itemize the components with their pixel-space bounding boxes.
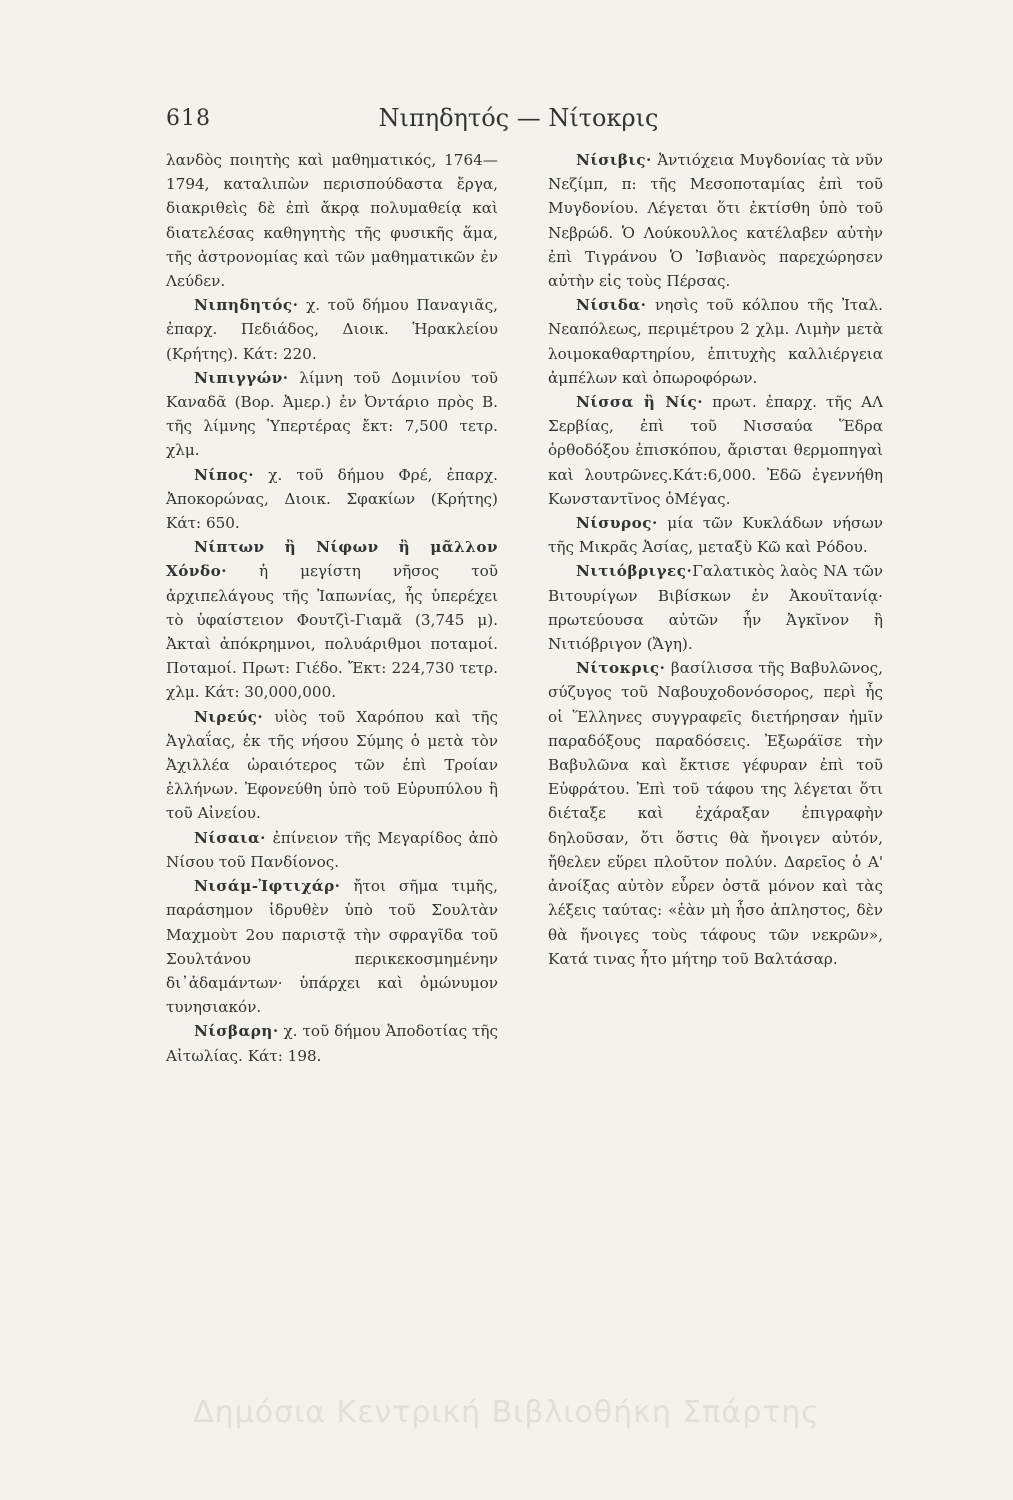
entry-headword: Νίτοκρις· (576, 659, 666, 678)
page-header (166, 100, 871, 140)
dictionary-entry (166, 535, 498, 704)
entry-text: βασίλισσα τῆς Βαβυλῶνος, σύζυγος τοῦ Ναβουχοδονόσορος, περὶ ἧς οἱ Ἕλληνες συγγραφεῖς διετήρησαν ἡμῖν παραδόξους παραδόσεις. Ἐξωράϊσε τὴν Βαβυλῶνα καὶ ἔκτισε γέφυραν ἐπὶ τοῦ Εὐφράτου. Ἐπὶ τοῦ τάφου της λέγεται ὅτι διέταξε καὶ ἐχάραξαν ἐπιγραφὴν δηλοῦσαν, ὅτι ὅστις θὰ ἤνοιγεν αὐτόν, ἤθελεν εὕρει πλοῦτον πολύν. Δαρεῖος ὁ Α' ἀνοίξας αὐτὸν εὗρεν ὀστᾶ μόνον καὶ τὰς λέξεις ταύτας: «ἐὰν μὴ ἦσο ἀπληστος, δὲν θὰ ἤνοιγες τοὺς τάφους τῶν νεκρῶν», Κατά τινας ἦτο μήτηρ τοῦ Βαλτάσαρ. (548, 659, 883, 968)
entry-text: υἱὸς τοῦ Χαρόπου καὶ τῆς Ἀγλαΐας, ἐκ τῆς νήσου Σύμης ὁ μετὰ τὸν Ἀχιλλέα ὡραιότερος τῶν ἐπὶ Τροίαν ἑλλήνων. Ἐφονεύθη ὑπὸ τοῦ Εὐρυπύλου ἢ τοῦ Αἰνείου. (166, 707, 498, 823)
dictionary-entry (548, 293, 883, 390)
dictionary-entry (548, 511, 883, 559)
entry-headword: Νίπτων ἢ Νίφων ἢ μᾶλλον Χόνδο· (166, 538, 498, 581)
entry-text: νησὶς τοῦ κόλπου τῆς Ἰταλ. Νεαπόλεως, περιμέτρου 2 χλμ. Λιμὴν μετὰ λοιμοκαθαρτηρίου, ἐπιτυχὴς καλλιέργεια ἀμπέλων καὶ ὀπωροφόρων. (548, 296, 883, 387)
running-head: Νιπηδητός — Νίτοκρις (378, 104, 659, 132)
entry-text: Ἀντιόχεια Μυγδονίας τὰ νῦν Νεζίμπ, π: τῆς Μεσοποταμίας ἐπὶ τοῦ Μυγδονίου. Λέγεται ὅτι ἐκτίσθη ὑπὸ τοῦ Νεβρώδ. Ὁ Λούκουλλος κατέλαβεν αὐτὴν ἐπὶ Τιγράνου Ὁ Ἰσβιανὸς παρεχώρησεν αὐτὴν εἰς τοὺς Πέρσας. (548, 151, 883, 291)
dictionary-entry (548, 390, 883, 511)
entry-headword: Νίσβαρη· (194, 1022, 279, 1041)
entry-headword: Νίπος· (194, 465, 255, 484)
dictionary-entry (548, 148, 883, 293)
entry-headword: Νίσυρος· (576, 514, 658, 533)
dictionary-entry (548, 559, 883, 656)
left-column (166, 148, 498, 1068)
entry-headword: Νισάμ-Ἰφτιχάρ· (194, 877, 341, 896)
entry-headword: Νιπιγγών· (194, 368, 289, 387)
dictionary-entry (166, 148, 498, 293)
entry-text: Γαλατικὸς λαὸς ΝΑ τῶν Βιτουρίγων Βιβίσκων ἐν Ἀκουϊτανίᾳ· πρωτεύουσα αὐτῶν ἦν Ἀγκῖνον ἢ Νιτιόβριγον (Ἄγη). (548, 562, 883, 654)
page-number: 618 (166, 106, 211, 131)
entry-text: μία τῶν Κυκλάδων νήσων τῆς Μικρᾶς Ἀσίας, μεταξὺ Κῶ καὶ Ρόδου. (548, 514, 883, 557)
dictionary-entry (548, 656, 883, 971)
entry-text: χ. τοῦ δήμου Φρέ, ἐπαρχ. Ἀποκορώνας, Διοικ. Σφακίων (Κρήτης) Κάτ: 650. (166, 465, 498, 533)
entry-headword: Νίσιβις· (576, 151, 652, 169)
entry-headword: Νίσσα ἢ Νίς· (576, 393, 704, 412)
library-watermark: Δημόσια Κεντρική Βιβλιοθήκη Σπάρτης (193, 1395, 820, 1430)
entry-text: χ. τοῦ δήμου Παναγιᾶς, ἐπαρχ. Πεδιάδος, Διοικ. Ἡρακλείου (Κρήτης). Κάτ: 220. (166, 296, 498, 363)
entry-text: ἡ μεγίστη νῆσος τοῦ ἀρχιπελάγους τῆς Ἰαπωνίας, ἧς ὑπερέχει τὸ ὑφαίστειον Φουτζὶ-Γιαμᾶ (3,745 μ). Ἀκταὶ ἀπόκρημνοι, πολυάριθμοι ποταμοί. Ποταμοί. Πρωτ: Γιέδο. Ἔκτ: 224,730 τετρ. χλμ. Κάτ: 30,000,000. (166, 562, 498, 702)
dictionary-entry (166, 293, 498, 366)
dictionary-entry (166, 1019, 498, 1067)
dictionary-entry (166, 366, 498, 463)
entry-headword: Νίσιδα· (576, 296, 647, 315)
dictionary-entry (166, 705, 498, 826)
dictionary-entry (166, 874, 498, 1019)
entry-headword: Νιρεύς· (194, 707, 264, 726)
entry-text: λανδὸς ποιητὴς καὶ μαθηματικός, 1764—1794, καταλιπὼν περισπούδαστα ἔργα, διακριθεὶς δὲ ἐπὶ ἄκρᾳ πολυμαθείᾳ καὶ διατελέσας καθηγητὴς τῆς φυσικῆς ἅμα, τῆς ἀστρονομίας καὶ τῶν μαθηματικῶν ἐν Λεύδεν. (166, 151, 498, 291)
entry-text: χ. τοῦ δήμου Ἀποδοτίας τῆς Αἰτωλίας. Κάτ: 198. (166, 1022, 498, 1065)
entry-headword: Νιτιόβριγες· (576, 562, 693, 581)
entry-text: ἤτοι σῆμα τιμῆς, παράσημον ἱδρυθὲν ὑπὸ τοῦ Σουλτὰν Μαχμοὺτ 2ου παριστᾷ τὴν σφραγῖδα τοῦ Σουλτάνου περικεκοσμημένην δι᾿ἀδαμάντων· ὑπάρχει καὶ ὁμώνυμον τυνησιακόν. (166, 877, 498, 1017)
entry-headword: Νιπηδητός· (194, 296, 299, 315)
entry-text: ἐπίνειον τῆς Μεγαρίδος ἀπὸ Νίσου τοῦ Πανδίονος. (166, 828, 498, 871)
entry-headword: Νίσαια· (194, 828, 266, 847)
right-column (548, 148, 883, 971)
dictionary-entry (166, 826, 498, 874)
dictionary-entry (166, 463, 498, 536)
entry-text: πρωτ. ἐπαρχ. τῆς ΑΛ Σερβίας, ἐπὶ τοῦ Νισσαύα Ἕδρα ὀρθοδόξου ἐπισκόπου, ἄρισται θερμοπηγαὶ καὶ λουτρῶνες.Κάτ:6,000. Ἐδῶ ἐγεννήθη Κωνσταντῖνος ὁΜέγας. (548, 393, 883, 508)
entry-text: λίμνη τοῦ Δομινίου τοῦ Καναδᾶ (Βορ. Ἀμερ.) ἐν Ὀντάριο πρὸς Β. τῆς λίμνης Ὑπερτέρας ἔκτ: 7,500 τετρ. χλμ. (166, 368, 498, 460)
